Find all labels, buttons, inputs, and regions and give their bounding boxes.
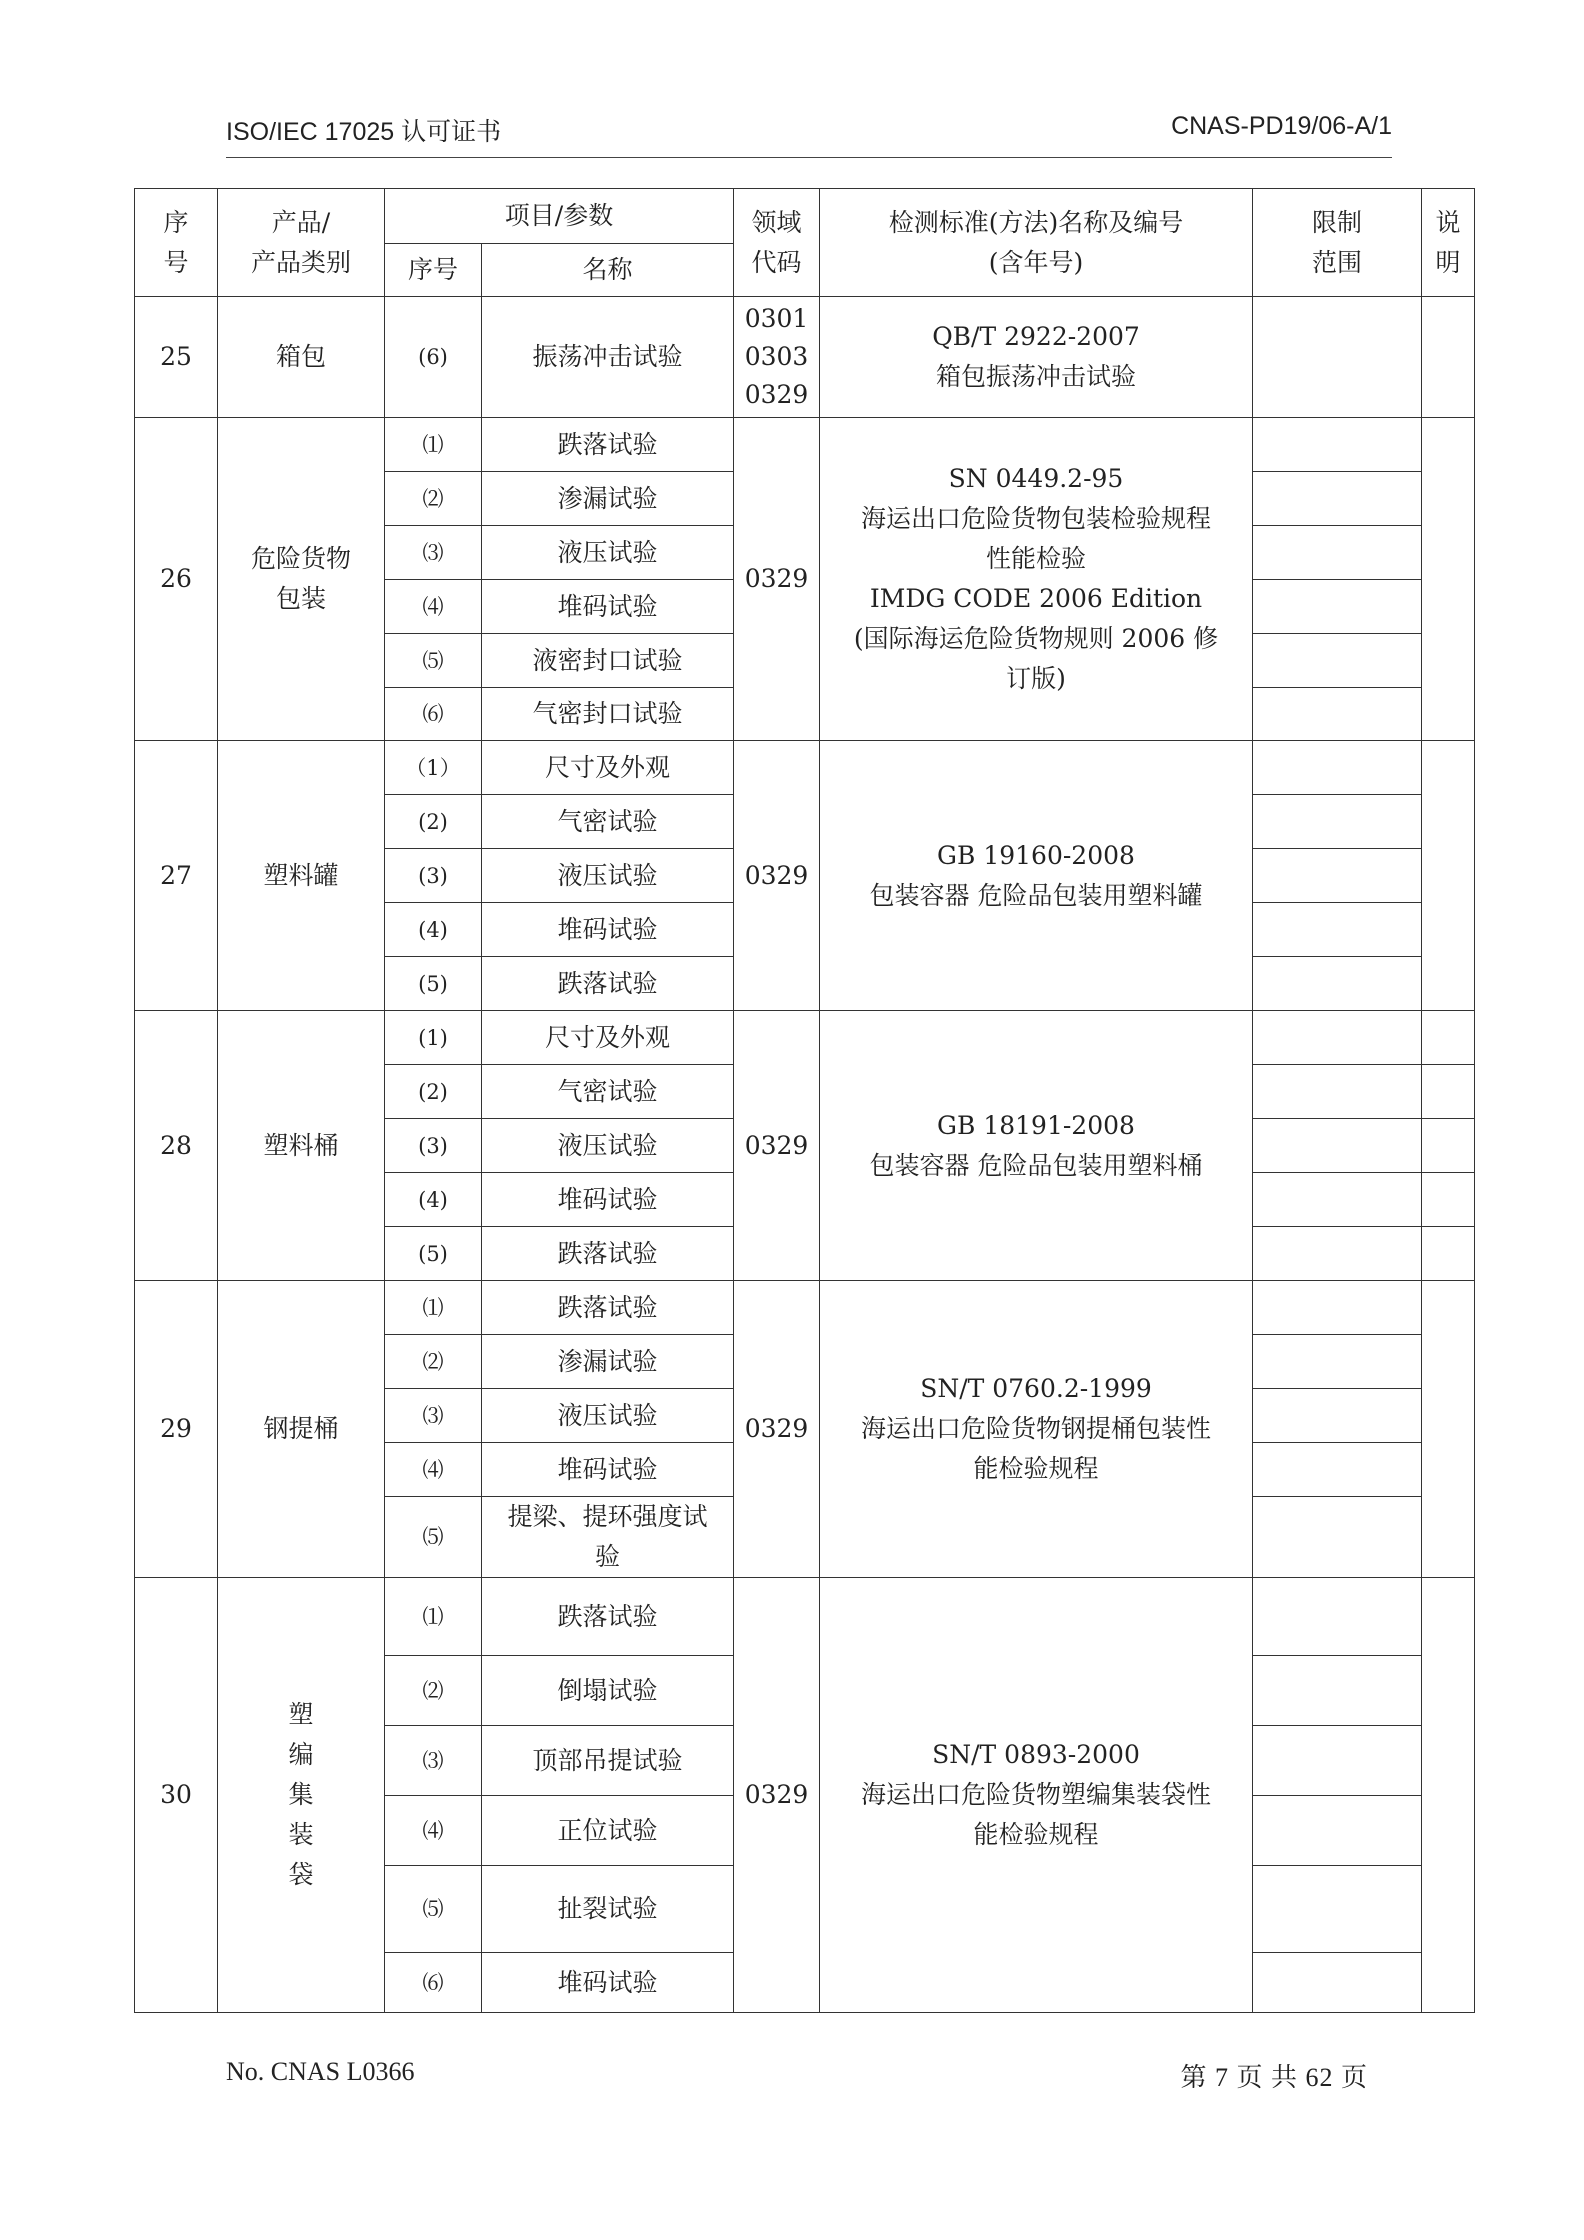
item-no: ⑴ bbox=[385, 418, 482, 472]
field-code: 0329 bbox=[734, 418, 820, 741]
limit-cell bbox=[1253, 1497, 1422, 1578]
item-no: (6) bbox=[385, 297, 482, 418]
col-seq-header: 序 号 bbox=[135, 189, 218, 297]
item-name: 振荡冲击试验 bbox=[482, 297, 734, 418]
limit-cell bbox=[1253, 741, 1422, 795]
item-no: (4) bbox=[385, 1173, 482, 1227]
row-seq-no: 28 bbox=[135, 1011, 218, 1281]
test-standard: SN/T 0893-2000 海运出口危险货物塑编集装袋性 能检验规程 bbox=[820, 1578, 1253, 2013]
limit-cell bbox=[1253, 1866, 1422, 1953]
col-field-code-header: 领域 代码 bbox=[734, 189, 820, 297]
table-row bbox=[135, 741, 1475, 795]
col-product-header: 产品/ 产品类别 bbox=[218, 189, 385, 297]
limit-cell bbox=[1253, 1065, 1422, 1119]
table-row bbox=[135, 418, 1475, 472]
table-row bbox=[135, 1281, 1475, 1335]
note-cell bbox=[1422, 1227, 1475, 1281]
col-limit-header: 限制 范围 bbox=[1253, 189, 1422, 297]
limit-cell bbox=[1253, 849, 1422, 903]
header-doc-code: CNAS-PD19/06-A/1 bbox=[1171, 112, 1392, 140]
limit-cell bbox=[1253, 688, 1422, 741]
row-seq-no: 30 bbox=[135, 1578, 218, 2013]
item-no: (5) bbox=[385, 1227, 482, 1281]
item-no: ⑸ bbox=[385, 634, 482, 688]
item-name: 跌落试验 bbox=[482, 1578, 734, 1656]
item-no: ⑸ bbox=[385, 1497, 482, 1578]
item-no: ⑵ bbox=[385, 1335, 482, 1389]
row-product: 塑料桶 bbox=[218, 1011, 385, 1281]
row-product: 危险货物 包装 bbox=[218, 418, 385, 741]
col-item-group-header: 项目/参数 bbox=[385, 189, 734, 244]
item-no: ⑶ bbox=[385, 1726, 482, 1796]
accreditation-table bbox=[134, 188, 1475, 2013]
item-no: (5) bbox=[385, 957, 482, 1011]
note-cell bbox=[1422, 741, 1475, 1011]
item-name: 尺寸及外观 bbox=[482, 1011, 734, 1065]
item-name: 液压试验 bbox=[482, 1119, 734, 1173]
header-title: ISO/IEC 17025 认可证书 bbox=[226, 118, 502, 146]
limit-cell bbox=[1253, 1389, 1422, 1443]
item-name: 跌落试验 bbox=[482, 1281, 734, 1335]
item-name: 液压试验 bbox=[482, 849, 734, 903]
header-rule bbox=[226, 157, 1392, 158]
note-cell bbox=[1422, 297, 1475, 418]
item-no: ⑹ bbox=[385, 688, 482, 741]
limit-cell bbox=[1253, 297, 1422, 418]
row-seq-no: 27 bbox=[135, 741, 218, 1011]
item-name: 堆码试验 bbox=[482, 1443, 734, 1497]
limit-cell bbox=[1253, 526, 1422, 580]
item-no: (3) bbox=[385, 1119, 482, 1173]
item-no: ⑷ bbox=[385, 580, 482, 634]
test-standard: GB 19160-2008 包装容器 危险品包装用塑料罐 bbox=[820, 741, 1253, 1011]
item-no: ⑵ bbox=[385, 1656, 482, 1726]
row-seq-no: 25 bbox=[135, 297, 218, 418]
item-name: 跌落试验 bbox=[482, 1227, 734, 1281]
item-name: 扯裂试验 bbox=[482, 1866, 734, 1953]
limit-cell bbox=[1253, 1726, 1422, 1796]
limit-cell bbox=[1253, 1011, 1422, 1065]
col-item-name-header: 名称 bbox=[482, 244, 734, 297]
test-standard: SN 0449.2-95 海运出口危险货物包装检验规程 性能检验 IMDG CODE 2006 Edition (国际海运危险货物规则 2006 修 订版) bbox=[820, 418, 1253, 741]
item-no: (2) bbox=[385, 1065, 482, 1119]
limit-cell bbox=[1253, 795, 1422, 849]
limit-cell bbox=[1253, 1443, 1422, 1497]
col-standard-header: 检测标准(方法)名称及编号 (含年号) bbox=[820, 189, 1253, 297]
item-no: ⑶ bbox=[385, 1389, 482, 1443]
row-product: 塑 编 集 装 袋 bbox=[218, 1578, 385, 2013]
item-name: 跌落试验 bbox=[482, 957, 734, 1011]
col-note-header: 说 明 bbox=[1422, 189, 1475, 297]
field-code: 0329 bbox=[734, 1281, 820, 1578]
note-cell bbox=[1422, 1011, 1475, 1065]
item-name: 堆码试验 bbox=[482, 580, 734, 634]
item-name: 倒塌试验 bbox=[482, 1656, 734, 1726]
field-code: 0329 bbox=[734, 741, 820, 1011]
note-cell bbox=[1422, 1281, 1475, 1578]
item-name: 堆码试验 bbox=[482, 1953, 734, 2013]
item-name: 尺寸及外观 bbox=[482, 741, 734, 795]
item-no: ⑷ bbox=[385, 1796, 482, 1866]
limit-cell bbox=[1253, 1953, 1422, 2013]
item-no: ⑵ bbox=[385, 472, 482, 526]
limit-cell bbox=[1253, 1335, 1422, 1389]
item-name: 气密试验 bbox=[482, 795, 734, 849]
test-standard: GB 18191-2008 包装容器 危险品包装用塑料桶 bbox=[820, 1011, 1253, 1281]
item-name: 液密封口试验 bbox=[482, 634, 734, 688]
table-row bbox=[135, 1578, 1475, 1656]
item-no: （1） bbox=[385, 741, 482, 795]
row-seq-no: 26 bbox=[135, 418, 218, 741]
item-name: 提梁、提环强度试 验 bbox=[482, 1497, 734, 1578]
item-name: 跌落试验 bbox=[482, 418, 734, 472]
footer-page-number: 第 7 页 共 62 页 bbox=[1180, 2063, 1368, 2092]
limit-cell bbox=[1253, 580, 1422, 634]
limit-cell bbox=[1253, 1578, 1422, 1656]
limit-cell bbox=[1253, 1656, 1422, 1726]
item-no: (3) bbox=[385, 849, 482, 903]
item-name: 堆码试验 bbox=[482, 1173, 734, 1227]
item-no: ⑸ bbox=[385, 1866, 482, 1953]
limit-cell bbox=[1253, 1173, 1422, 1227]
item-no: (1) bbox=[385, 1011, 482, 1065]
limit-cell bbox=[1253, 418, 1422, 472]
item-no: ⑴ bbox=[385, 1281, 482, 1335]
item-no: (4) bbox=[385, 903, 482, 957]
field-code: 0329 bbox=[734, 1578, 820, 2013]
note-cell bbox=[1422, 418, 1475, 741]
item-name: 渗漏试验 bbox=[482, 1335, 734, 1389]
note-cell bbox=[1422, 1578, 1475, 2013]
item-name: 顶部吊提试验 bbox=[482, 1726, 734, 1796]
limit-cell bbox=[1253, 1119, 1422, 1173]
field-code: 0329 bbox=[734, 1011, 820, 1281]
item-no: ⑶ bbox=[385, 526, 482, 580]
item-no: ⑹ bbox=[385, 1953, 482, 2013]
limit-cell bbox=[1253, 1281, 1422, 1335]
item-name: 堆码试验 bbox=[482, 903, 734, 957]
note-cell bbox=[1422, 1119, 1475, 1173]
item-name: 气密封口试验 bbox=[482, 688, 734, 741]
item-no: (2) bbox=[385, 795, 482, 849]
test-standard: QB/T 2922-2007 箱包振荡冲击试验 bbox=[820, 297, 1253, 418]
item-name: 渗漏试验 bbox=[482, 472, 734, 526]
limit-cell bbox=[1253, 634, 1422, 688]
limit-cell bbox=[1253, 1796, 1422, 1866]
table-row bbox=[135, 297, 1475, 418]
item-name: 气密试验 bbox=[482, 1065, 734, 1119]
item-name: 正位试验 bbox=[482, 1796, 734, 1866]
limit-cell bbox=[1253, 472, 1422, 526]
table-row bbox=[135, 1011, 1475, 1065]
limit-cell bbox=[1253, 957, 1422, 1011]
note-cell bbox=[1422, 1065, 1475, 1119]
row-seq-no: 29 bbox=[135, 1281, 218, 1578]
limit-cell bbox=[1253, 1227, 1422, 1281]
footer-lab-number: No. CNAS L0366 bbox=[226, 2057, 415, 2086]
row-product: 箱包 bbox=[218, 297, 385, 418]
limit-cell bbox=[1253, 903, 1422, 957]
field-code: 0301 0303 0329 bbox=[734, 297, 820, 418]
item-no: ⑴ bbox=[385, 1578, 482, 1656]
item-no: ⑷ bbox=[385, 1443, 482, 1497]
item-name: 液压试验 bbox=[482, 1389, 734, 1443]
col-item-no-header: 序号 bbox=[385, 244, 482, 297]
test-standard: SN/T 0760.2-1999 海运出口危险货物钢提桶包装性 能检验规程 bbox=[820, 1281, 1253, 1578]
row-product: 塑料罐 bbox=[218, 741, 385, 1011]
note-cell bbox=[1422, 1173, 1475, 1227]
row-product: 钢提桶 bbox=[218, 1281, 385, 1578]
item-name: 液压试验 bbox=[482, 526, 734, 580]
